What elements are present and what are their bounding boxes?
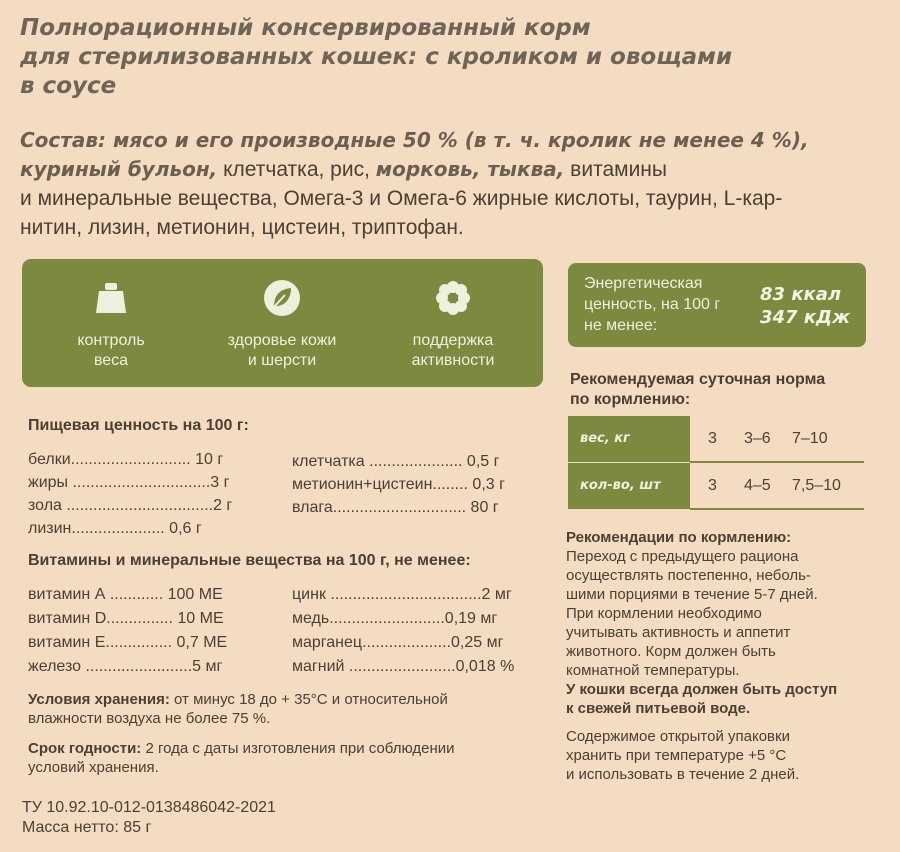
storage-conditions-2: влажности воздуха не более 75 %. [28, 710, 271, 727]
energy-label-1: Энергетическая [584, 275, 703, 292]
recommend-line: животного. Корм должен быть [566, 643, 776, 660]
feeding-row [690, 463, 864, 509]
title-line-3: в соусе [20, 73, 117, 99]
composition [20, 126, 880, 242]
recommend-line: Переход с предыдущего рациона [566, 548, 799, 565]
shelf-text: 2 года с даты изготовления при соблюдении [141, 740, 455, 757]
open-pack-line: и использовать в течение 2 дней. [566, 766, 800, 783]
feeding-label-count: кол-во, шт [568, 463, 690, 509]
daily-heading [570, 370, 825, 410]
daily-heading-1: Рекомендуемая суточная норма [570, 371, 826, 388]
composition-text-3: и минеральные вещества, Омега-3 и Омега-6 жирные кислоты, таурин, L-кар- [20, 187, 783, 210]
vitamin-row: цинк ..................................2 мг [292, 586, 512, 603]
daily-heading-2: по кормлению: [570, 391, 691, 408]
feeding-cell: 7,5–10 [792, 477, 841, 494]
water-note-2: к свежей питьевой воде. [566, 700, 751, 717]
shelf-life [28, 739, 455, 758]
feeding-cell: 7–10 [792, 430, 828, 447]
energy-kj: 347 кДж [760, 307, 850, 328]
nutrition-row: зола .................................2 г [28, 497, 233, 514]
feature-activity [368, 279, 538, 371]
nutrition-row: жиры ...............................3 г [28, 474, 230, 491]
composition-bold-3: морковь, тыква, [375, 157, 565, 181]
recommend-line: учитывать активность и аппетит [566, 624, 791, 641]
leaf-icon [263, 279, 301, 317]
feature-activity-line2: активности [411, 352, 495, 369]
energy-panel [568, 263, 866, 347]
vitamin-row: железо ........................5 мг [28, 658, 223, 675]
feature-weight-line2: веса [93, 352, 129, 369]
nutrition-heading: Пищевая ценность на 100 г: [28, 417, 249, 434]
feeding-cell: 3–6 [744, 430, 771, 447]
energy-values [760, 283, 850, 329]
energy-label-3: не менее: [584, 317, 658, 334]
product-title [20, 14, 880, 101]
shelf-label: Срок годности: [28, 740, 142, 757]
nutrition-row: метионин+цистеин........ 0,3 г [292, 476, 505, 493]
storage-conditions [28, 690, 448, 709]
features-panel [22, 259, 543, 387]
feature-weight-line1: контроль [77, 332, 145, 349]
nutrition-row: лизин..................... 0,6 г [28, 520, 202, 537]
title-line-1: Полнорационный консервированный корм [20, 15, 591, 41]
feature-skin-line1: здоровье кожи [227, 332, 337, 349]
energy-label-2: ценность, на 100 г [584, 296, 721, 313]
recommend-heading: Рекомендации по кормлению: [566, 529, 792, 546]
vitamin-row: витамин D............... 10 МЕ [28, 610, 224, 627]
feature-activity-line1: поддержка [412, 332, 494, 349]
composition-bold-1: Состав: мясо и его производные 50 % (в т. ч. кролик не менее 4 %), [20, 128, 809, 152]
nutrition-row: влага.............................. 80 г [292, 499, 499, 516]
flower-icon [434, 279, 472, 317]
recommend-line: шими порциями в течение 5-7 дней. [566, 586, 818, 603]
nutrition-row: белки........................... 10 г [28, 451, 224, 468]
vitamin-row: медь..........................0,19 мг [292, 610, 498, 627]
feature-weight [26, 279, 196, 371]
feeding-cell: 4–5 [744, 477, 771, 494]
nutrition-row: клетчатка ..................... 0,5 г [292, 453, 500, 470]
energy-kcal: 83 ккал [760, 284, 842, 305]
recommend-line: комнатной температуры. [566, 662, 740, 679]
feature-skin-line2: и шерсти [247, 352, 317, 369]
storage-text: от минус 18 до + 35°C и относительной [169, 691, 448, 708]
recommend-line: При кормлении необходимо [566, 605, 762, 622]
energy-label [584, 273, 720, 336]
vitamins-heading: Витамины и минеральные вещества на 100 г, не менее: [28, 552, 471, 569]
tech-spec: ТУ 10.92.10-012-0138486042-2021 [22, 799, 276, 816]
feature-skin [197, 279, 367, 371]
feeding-row [690, 416, 864, 462]
feeding-table [568, 416, 864, 509]
shelf-life-2: условий хранения. [28, 759, 159, 776]
title-line-2: для стерилизованных кошек: с кроликом и овощами [20, 44, 733, 70]
feeding-cell: 3 [708, 430, 717, 447]
net-mass: Масса нетто: 85 г [22, 819, 152, 836]
table-divider [690, 508, 864, 510]
open-pack-line: Содержимое открытой упаковки [566, 728, 790, 745]
weight-icon [92, 279, 130, 317]
feeding-label-weight: вес, кг [568, 416, 690, 462]
recommend-line: осуществлять постепенно, неболь- [566, 567, 811, 584]
footer [22, 798, 276, 838]
open-pack-line: хранить при температуре +5 °C [566, 747, 787, 764]
composition-text-4: нитин, лизин, метионин, цистеин, триптофан. [20, 216, 464, 239]
composition-bold-2: куриный бульон, [20, 157, 218, 181]
composition-text-1: клетчатка, рис, [217, 158, 376, 181]
vitamin-row: витамин А ............ 100 МЕ [28, 586, 223, 603]
water-note-1: У кошки всегда должен быть доступ [566, 681, 838, 698]
composition-text-2: витамины [564, 158, 667, 181]
vitamin-row: витамин E............... 0,7 МЕ [28, 634, 228, 651]
storage-label: Условия хранения: [28, 691, 170, 708]
vitamin-row: марганец....................0,25 мг [292, 634, 504, 651]
vitamin-row: магний ........................0,018 % [292, 658, 515, 675]
feeding-recommendations [566, 528, 886, 784]
feeding-cell: 3 [708, 477, 717, 494]
